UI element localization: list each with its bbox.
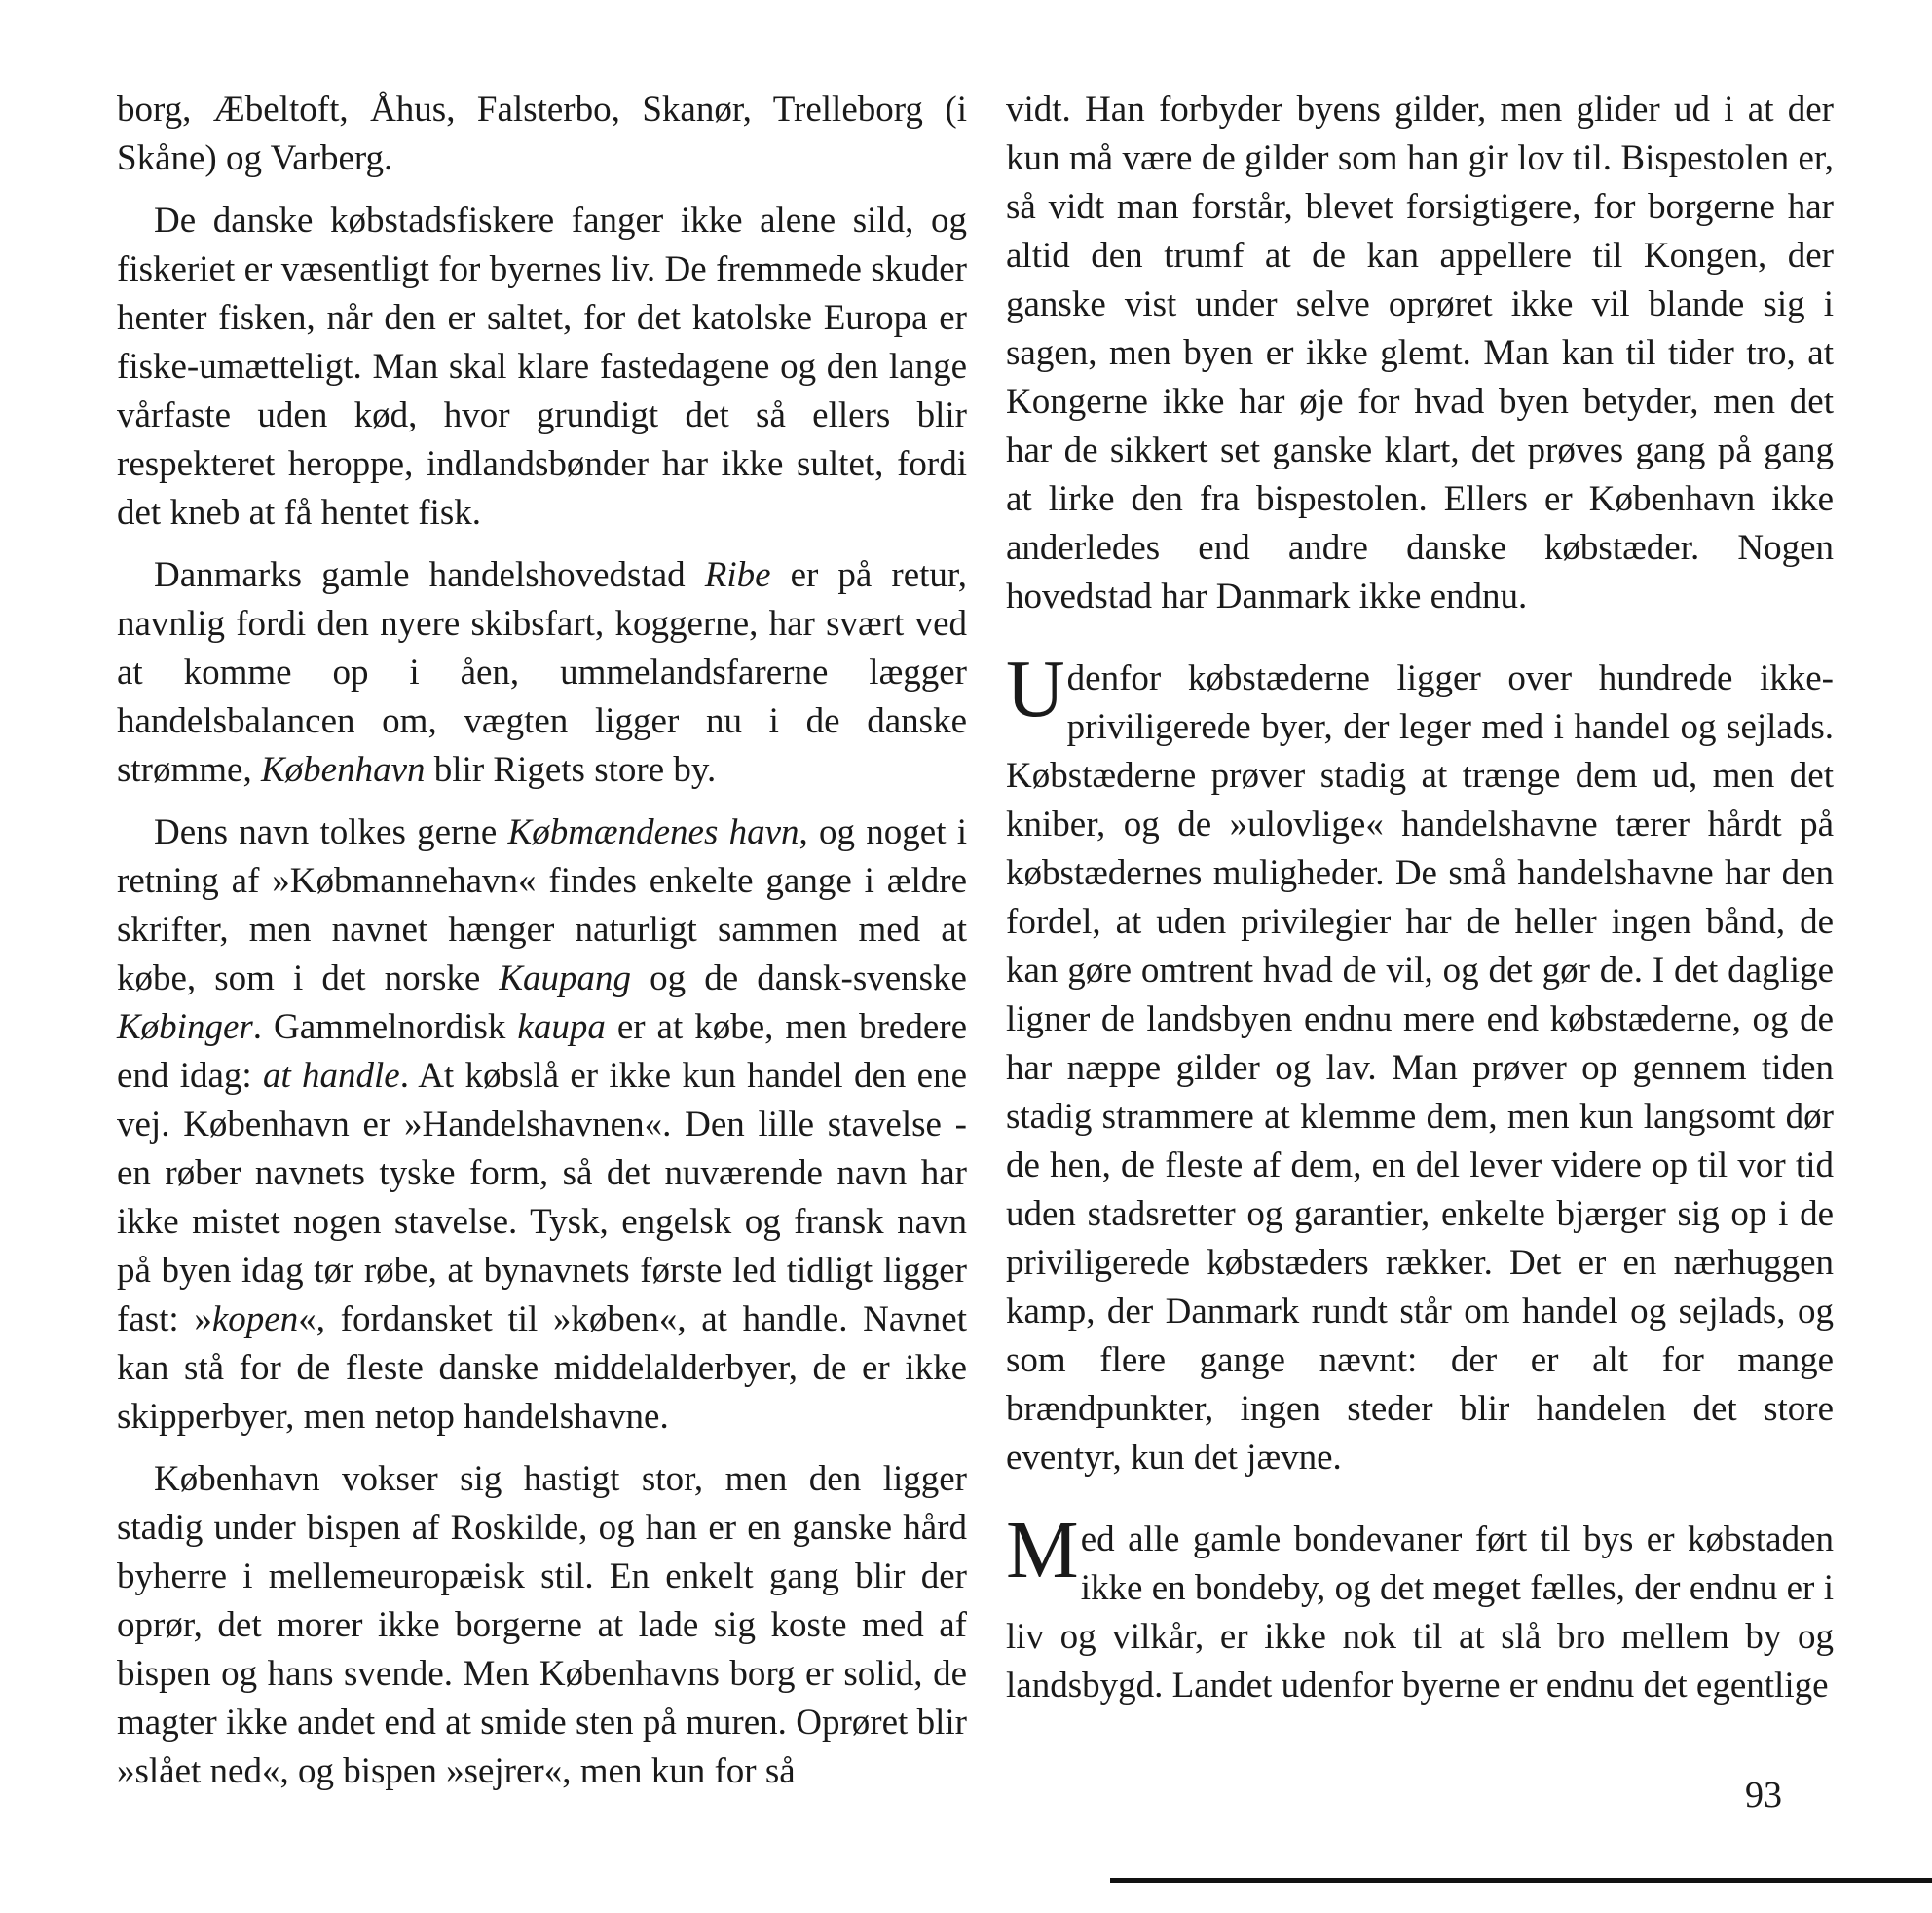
paragraph-fishing: De danske købstadsfiskere fanger ikke alene sild, og fiskeriet er væsentligt for byernes liv. De fremmede skuder henter fisken, når den er saltet, for det katolske Europa er fiske-umætteligt. Man skal klare fastedagene og den lange vårfaste uden kød, hvor grundigt det så ellers blir respekteret heroppe, indlandsbønder har ikke sultet, fordi det kneb at få hentet fisk. — [117, 201, 967, 533]
left-text-column — [117, 86, 967, 1810]
bottom-rule — [1110, 1878, 1932, 1883]
paragraph-copenhagen-growth: København vokser sig hastigt stor, men den ligger stadig under bispen af Roskilde, og han er en ganske hård byherre i mellemeuropæisk stil. En enkelt gang blir der oprør, det morer ikke borgerne at lade sig koste med af bispen og hans svende. Men Københavns borg er solid, de magter ikke andet end at smide sten på muren. Oprøret blir »slået ned«, og bispen »sejrer«, men kun for så — [117, 1459, 967, 1791]
drop-cap: U — [1006, 644, 1065, 734]
section-unprivileged-towns: Udenfor købstæderne ligger over hundrede ikke-priviligerede byer, der leger med i handel og sejlads. Købstæderne prøver stadig at trænge dem ud, men det kniber, og de »ulovlige« handelshavne tærer hårdt på købstædernes muligheder. De små handelshavne har den fordel, at uden privilegier har de heller ingen bånd, de kan gøre omtrent hvad de vil, og det gør de. I det daglige ligner de landsbyen endnu mere end købstæderne, og de har næppe gilder og lav. Man prøver op gennem tiden stadig strammere at klemme dem, men kun langsomt dør de hen, de fleste af dem, en del lever videre op til vor tid uden stadsretter og garantier, enkelte bjærger sig op i de priviligerede købstæders rækker. Det er en nærhuggen kamp, der Danmark rundt står om handel og sejlads, og som flere gange nævnt: der er alt for mange brændpunkter, ingen steder blir handelen det store eventyr, kun det jævne. — [1006, 644, 1834, 1478]
drop-cap: M — [1006, 1505, 1079, 1595]
paragraph-name-origin: Dens navn tolkes gerne Købmændenes havn, og noget i retning af »Købmannehavn« findes enkelte gange i ældre skrifter, men navnet hænger naturligt sammen med at købe, som i det norske Kaupang og de dansk-svenske Købinger. Gammelnordisk kaupa er at købe, men bredere end idag: at handle. At købslå er ikke kun handel den ene vej. København er »Handelshavnen«. Den lille stavelse -en røber navnets tyske form, så det nuværende navn har ikke mistet nogen stavelse. Tysk, engelsk og fransk navn på byen idag tør røbe, at bynavnets første led tidligt ligger fast: »kopen«, fordansket til »køben«, at handle. Navnet kan stå for de fleste danske middelalderbyer, de er ikke skipperbyer, men netop handelshavne. — [117, 812, 968, 1437]
page-number: 93 — [1745, 1775, 1782, 1816]
right-text-column — [1006, 86, 1834, 1724]
paragraph-continued: borg, Æbeltoft, Åhus, Falsterbo, Skanør, Trelleborg (i Skåne) og Varberg. — [117, 90, 967, 178]
paragraph-ribe: Danmarks gamle handelshovedstad Ribe er på retur, navnlig fordi den nyere skibsfart, koggerne, har svært ved at komme op i åen, ummelandsfarerne lægger handelsbalancen om, vægten ligger nu i de danske strømme, København blir Rigets store by. — [117, 555, 967, 790]
section-market-town: Med alle gamle bondevaner ført til bys er købstaden ikke en bondeby, og det meget fælles, der endnu er i liv og vilkår, er ikke nok til at slå bro mellem by og landsbygd. Landet udenfor byerne er endnu det egentlige — [1006, 1505, 1834, 1706]
paragraph-continued-right: vidt. Han forbyder byens gilder, men glider ud i at der kun må være de gilder som han gir lov til. Bispestolen er, så vidt man forstår, blevet forsigtigere, for borgerne har altid den trumf at de kan appellere til Kongen, der ganske vist under selve oprøret ikke vil blande sig i sagen, men byen er ikke glemt. Man kan til tider tro, at Kongerne ikke har øje for hvad byen betyder, men det har de sikkert set ganske klart, det prøves gang på gang at lirke den fra bispestolen. Ellers er København ikke anderledes end andre danske købstæder. Nogen hovedstad har Danmark ikke endnu. — [1006, 90, 1834, 617]
